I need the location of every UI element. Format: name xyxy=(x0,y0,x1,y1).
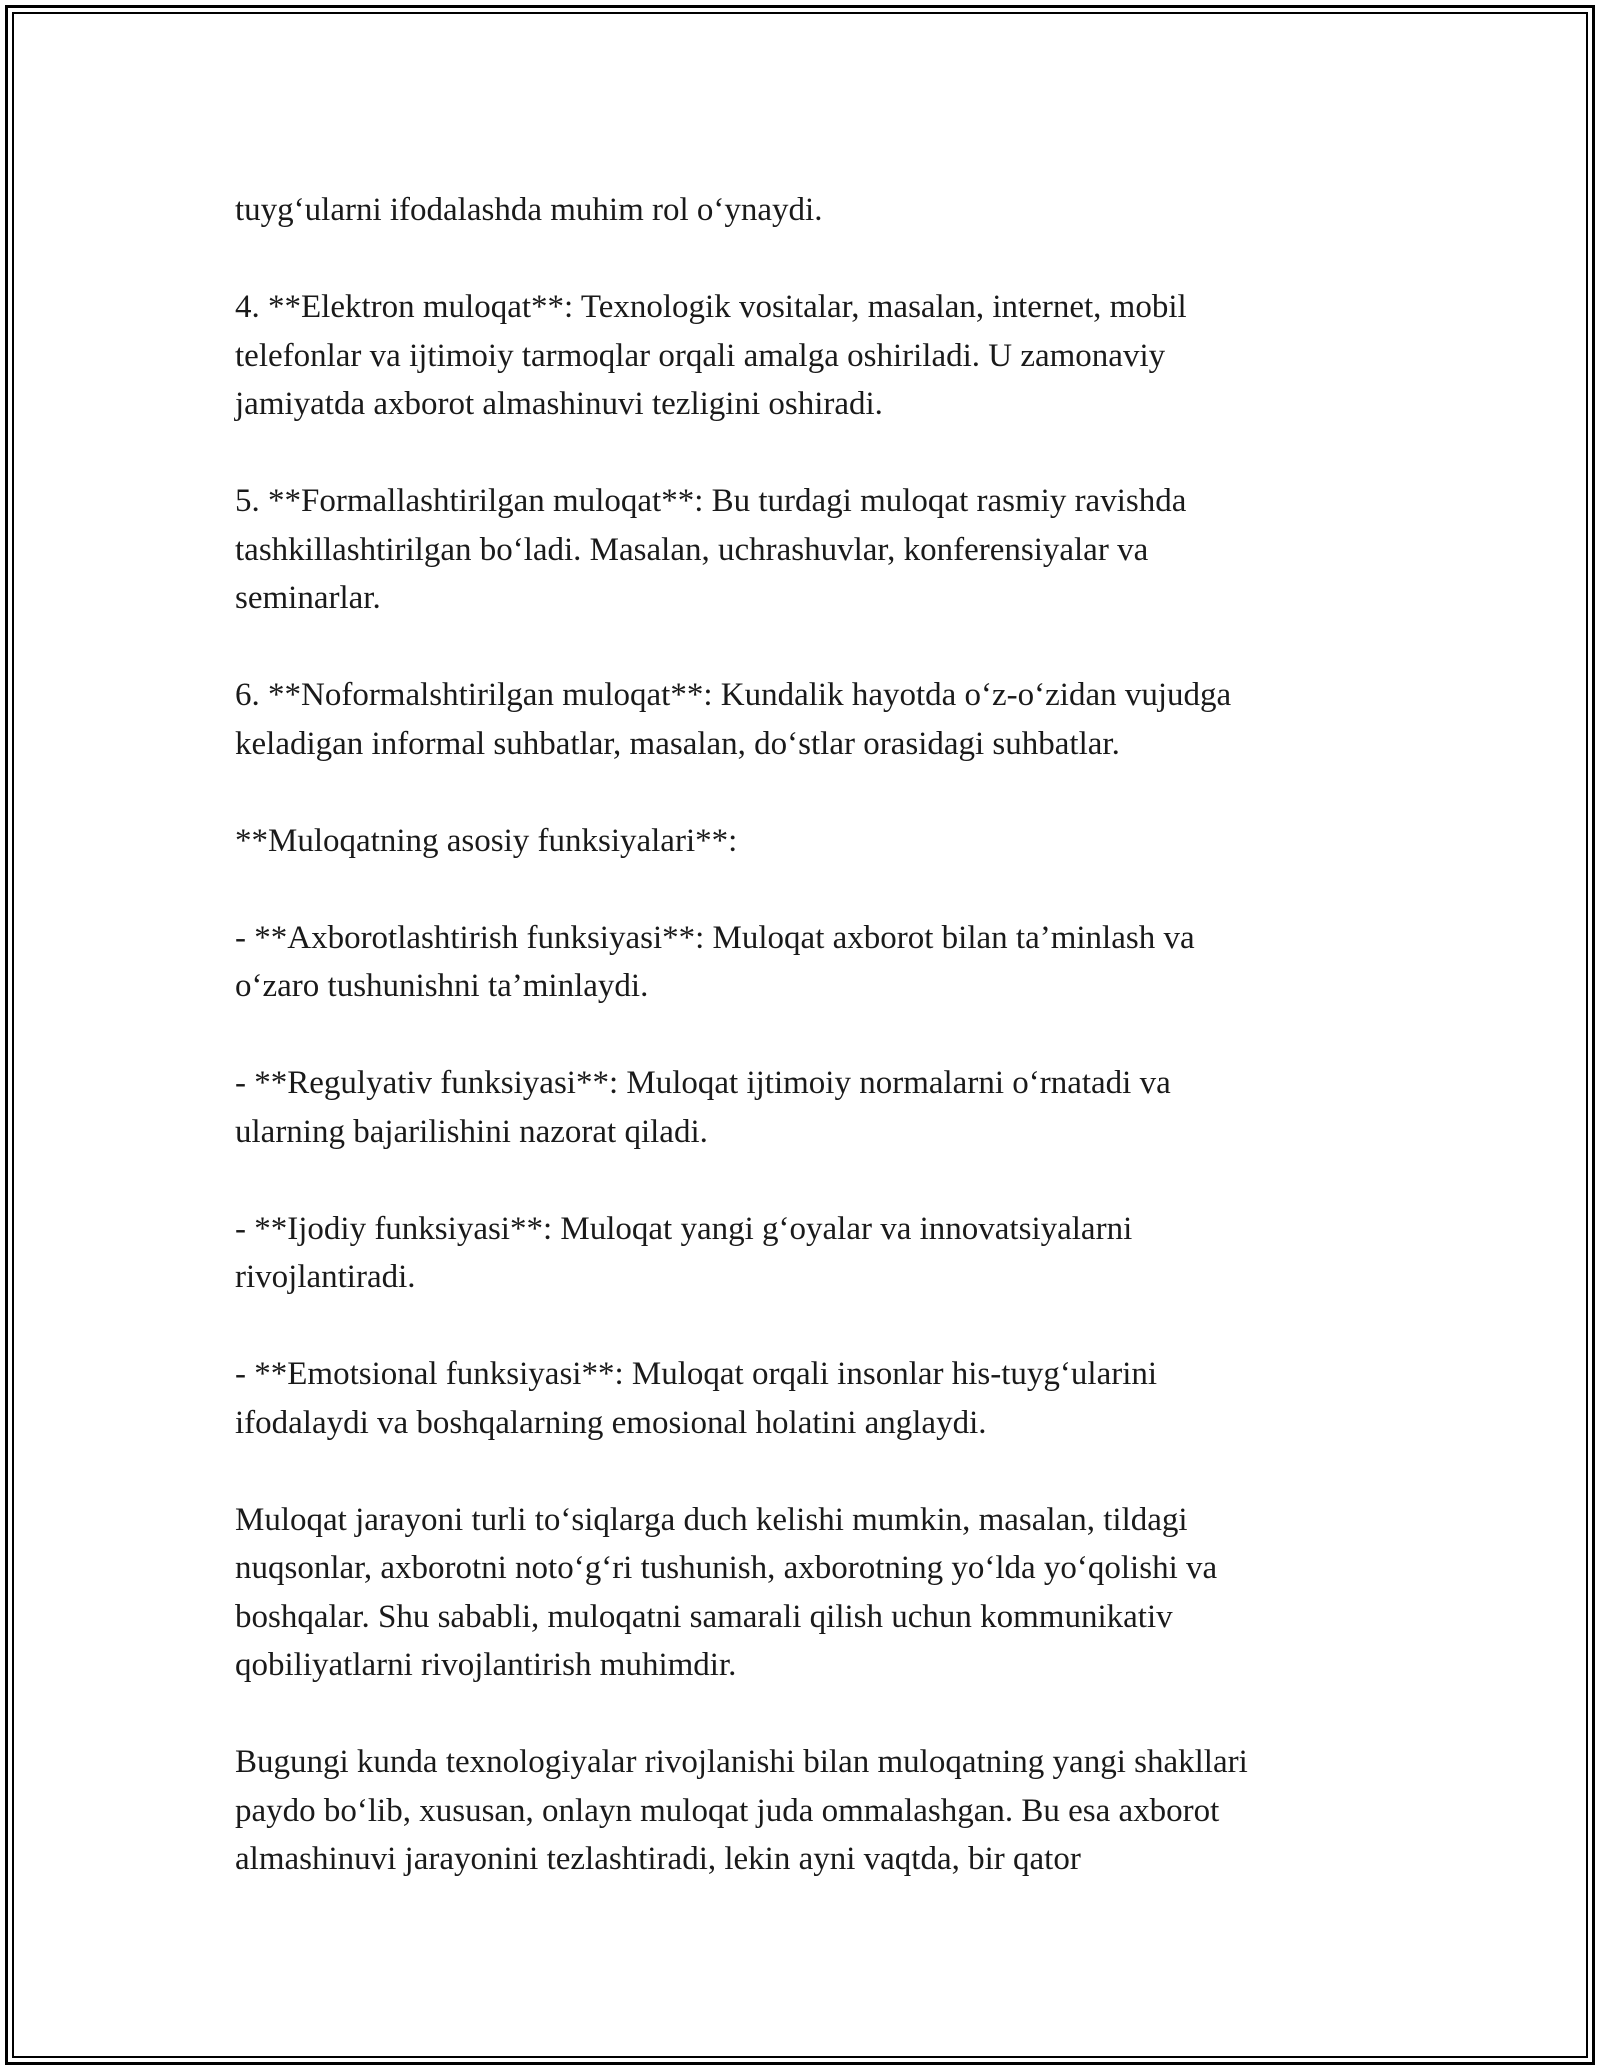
text-line: - **Ijodiy funksiyasi**: Muloqat yangi g‘oyalar va innovatsiyalarni xyxy=(235,1210,1133,1247)
text-line: boshqalar. Shu sababli, muloqatni samarali qilish uchun kommunikativ xyxy=(235,1598,1173,1635)
text-line: keladigan informal suhbatlar, masalan, do‘stlar orasidagi suhbatlar. xyxy=(235,725,1120,762)
text-line: Muloqat jarayoni turli to‘siqlarga duch kelishi mumkin, masalan, tildagi xyxy=(235,1501,1188,1538)
text-line: ifodalaydi va boshqalarning emosional holatini anglaydi. xyxy=(235,1404,987,1441)
text-line: tuyg‘ularni ifodalashda muhim rol o‘ynaydi. xyxy=(235,192,823,228)
text-line: rivojlantiradi. xyxy=(235,1259,416,1295)
text-line: **Muloqatning asosiy funksiyalari**: xyxy=(235,822,738,859)
text-line: 5. **Formallashtirilgan muloqat**: Bu turdagi muloqat rasmiy ravishda xyxy=(235,483,1187,519)
text-line: paydo bo‘lib, xususan, onlayn muloqat juda ommalashgan. Bu esa axborot xyxy=(235,1792,1220,1829)
paragraph-functions-heading xyxy=(235,817,1385,866)
paragraph-electronic-communication xyxy=(235,283,1385,429)
text-line: ularning bajarilishini nazorat qiladi. xyxy=(235,1113,708,1150)
paragraph-intro-continuation xyxy=(235,186,1385,235)
text-line: Bugungi kunda texnologiyalar rivojlanishi bilan muloqatning yangi shakllari xyxy=(235,1744,1248,1780)
text-line: - **Axborotlashtirish funksiyasi**: Muloqat axborot bilan ta’minlash va xyxy=(235,919,1195,956)
paragraph-creative-function xyxy=(235,1205,1385,1302)
text-line: qobiliyatlarni rivojlantirish muhimdir. xyxy=(235,1647,737,1683)
paragraph-information-function xyxy=(235,914,1385,1011)
text-line: almashinuvi jarayonini tezlashtiradi, lekin ayni vaqtda, bir qator xyxy=(235,1841,1081,1877)
text-line: seminarlar. xyxy=(235,580,381,616)
text-line: 6. **Noformalshtirilgan muloqat**: Kundalik hayotda o‘z-o‘zidan vujudga xyxy=(235,677,1232,713)
text-line: - **Regulyativ funksiyasi**: Muloqat ijtimoiy normalarni o‘rnatadi va xyxy=(235,1065,1171,1101)
text-line: o‘zaro tushunishni ta’minlaydi. xyxy=(235,968,649,1004)
document-body xyxy=(235,186,1385,1932)
paragraph-emotional-function xyxy=(235,1350,1385,1447)
text-line: telefonlar va ijtimoiy tarmoqlar orqali amalga oshiriladi. U zamonaviy xyxy=(235,337,1166,374)
text-line: nuqsonlar, axborotni noto‘g‘ri tushunish, axborotning yo‘lda yo‘qolishi va xyxy=(235,1550,1218,1586)
text-line: jamiyatda axborot almashinuvi tezligini oshiradi. xyxy=(235,386,883,422)
paragraph-regulative-function xyxy=(235,1059,1385,1156)
text-line: - **Emotsional funksiyasi**: Muloqat orqali insonlar his-tuyg‘ularini xyxy=(235,1356,1158,1392)
paragraph-informal-communication xyxy=(235,671,1385,768)
paragraph-communication-barriers xyxy=(235,1496,1385,1690)
paragraph-technology-communication xyxy=(235,1738,1385,1884)
text-line: 4. **Elektron muloqat**: Texnologik vositalar, masalan, internet, mobil xyxy=(235,289,1187,325)
text-line: tashkillashtirilgan bo‘ladi. Masalan, uchrashuvlar, konferensiyalar va xyxy=(235,531,1149,568)
paragraph-formal-communication xyxy=(235,477,1385,623)
